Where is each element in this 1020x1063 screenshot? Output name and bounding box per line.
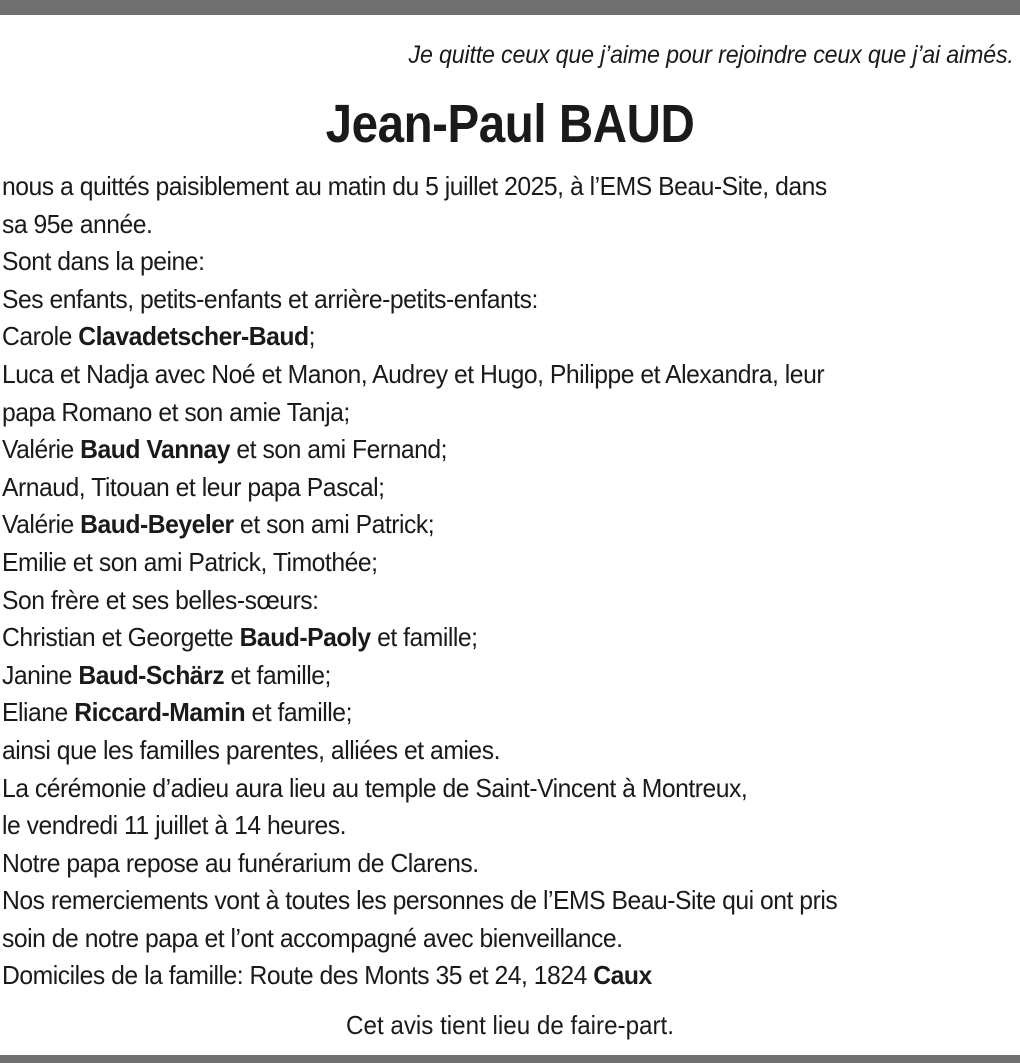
family-name: Baud-Schärz: [78, 659, 225, 690]
closing-note: Cet avis tient lieu de faire-part.: [346, 1010, 674, 1040]
notice-line: Arnaud, Titouan et leur papa Pascal;: [2, 471, 385, 502]
notice-line: Son frère et ses belles-sœurs:: [2, 584, 319, 615]
bottom-border-rule: [0, 1055, 1020, 1063]
notice-line: nous a quittés paisiblement au matin du 5 juillet 2025, à l’EMS Beau-Site, dans: [2, 171, 827, 201]
notice-line: Domiciles de la famille: Route des Monts 35 et 24, 1824 Caux: [2, 960, 652, 991]
notice-line: Carole Clavadetscher-Baud;: [2, 321, 316, 352]
family-name: Riccard-Mamin: [74, 697, 246, 728]
family-name: Baud Vannay: [80, 434, 231, 465]
notice-line: Ses enfants, petits-enfants et arrière-petits-enfants:: [2, 283, 538, 314]
notice-line: ainsi que les familles parentes, alliées et amies.: [2, 734, 500, 765]
notice-line: Valérie Baud-Beyeler et son ami Patrick;: [2, 509, 435, 540]
notice-line: le vendredi 11 juillet à 14 heures.: [2, 810, 347, 841]
place-name: Caux: [593, 960, 652, 991]
notice-line: La cérémonie d’adieu aura lieu au temple de Saint-Vincent à Montreux,: [2, 772, 748, 803]
notice-line: sa 95e année.: [2, 208, 153, 239]
notice-body: [2, 168, 1019, 995]
top-border-rule: [0, 0, 1020, 15]
notice-line: Eliane Riccard-Mamin et famille;: [2, 697, 352, 728]
deceased-name: Jean-Paul BAUD: [325, 94, 695, 154]
notice-line: Notre papa repose au funérarium de Clarens.: [2, 847, 479, 878]
notice-line: Janine Baud-Schärz et famille;: [2, 659, 331, 690]
notice-line: Luca et Nadja avec Noé et Manon, Audrey et Hugo, Philippe et Alexandra, leur: [2, 358, 825, 389]
notice-line: Emilie et son ami Patrick, Timothée;: [2, 546, 378, 577]
notice-line: soin de notre papa et l’ont accompagné avec bienveillance.: [2, 922, 623, 953]
notice-line: papa Romano et son amie Tanja;: [2, 396, 350, 427]
family-name: Baud-Beyeler: [80, 509, 234, 540]
family-name: Baud-Paoly: [239, 622, 371, 653]
epigraph-quote: Je quitte ceux que j’aime pour rejoindre ceux que j’ai aimés.: [408, 41, 1014, 69]
family-name: Clavadetscher-Baud: [78, 321, 309, 352]
notice-line: Sont dans la peine:: [2, 246, 205, 277]
notice-line: Valérie Baud Vannay et son ami Fernand;: [2, 434, 448, 465]
notice-line: Christian et Georgette Baud-Paoly et famille;: [2, 622, 478, 653]
notice-line: Nos remerciements vont à toutes les personnes de l’EMS Beau-Site qui ont pris: [2, 885, 838, 916]
